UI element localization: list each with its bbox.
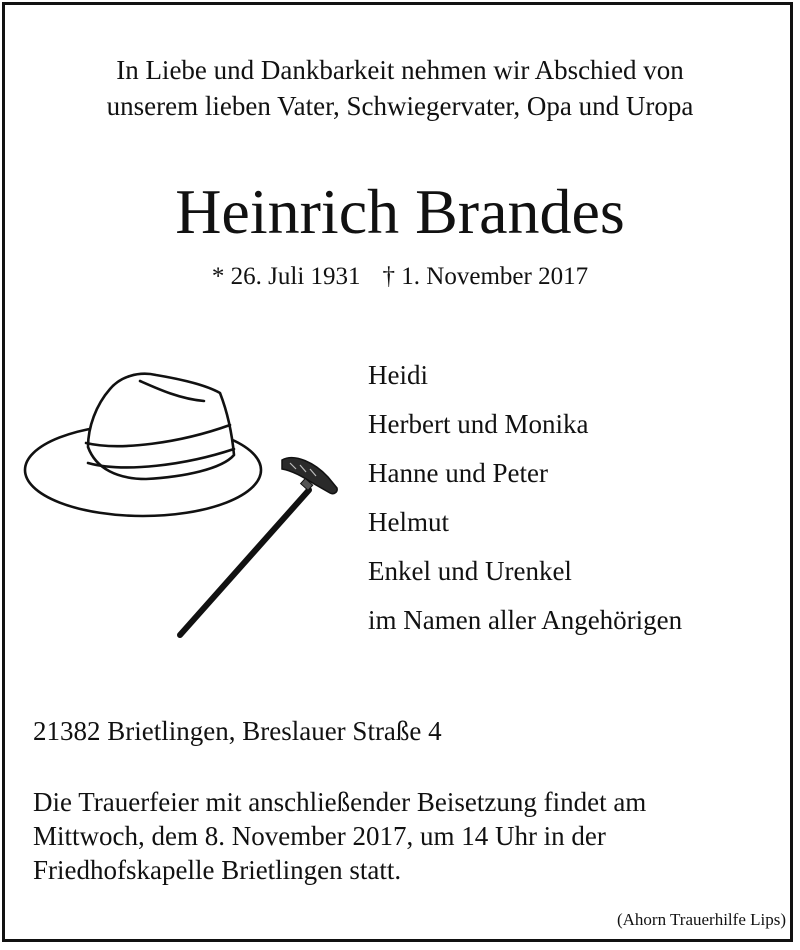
hat-and-cane-illustration	[20, 365, 350, 650]
funeral-line-1: Die Trauerfeier mit anschließender Beisetzung findet am	[33, 787, 647, 817]
mourners-list	[368, 352, 682, 646]
funeral-home-credit: (Ahorn Trauerhilfe Lips)	[616, 910, 786, 929]
list-item: Enkel und Urenkel	[368, 556, 572, 586]
list-item: Heidi	[368, 360, 428, 390]
intro-text	[0, 52, 800, 124]
list-item: Hanne und Peter	[368, 458, 548, 488]
death-date: † 1. November 2017	[382, 263, 589, 290]
hat-icon	[25, 374, 261, 516]
deceased-name: Heinrich Brandes	[175, 176, 625, 247]
list-item: Herbert und Monika	[368, 409, 589, 439]
birth-date: * 26. Juli 1931	[211, 263, 361, 290]
intro-line-1: In Liebe und Dankbarkeit nehmen wir Abschied von	[116, 55, 684, 85]
family-address: 21382 Brietlingen, Breslauer Straße 4	[33, 716, 442, 746]
list-item: im Namen aller Angehörigen	[368, 605, 683, 635]
intro-line-2: unserem lieben Vater, Schwiegervater, Opa und Uropa	[106, 91, 694, 121]
list-item: Helmut	[368, 507, 449, 537]
funeral-line-2: Mittwoch, dem 8. November 2017, um 14 Uhr in der	[33, 821, 606, 851]
funeral-line-3: Friedhofskapelle Brietlingen statt.	[33, 855, 402, 885]
funeral-details	[33, 785, 646, 887]
life-dates	[0, 260, 800, 294]
